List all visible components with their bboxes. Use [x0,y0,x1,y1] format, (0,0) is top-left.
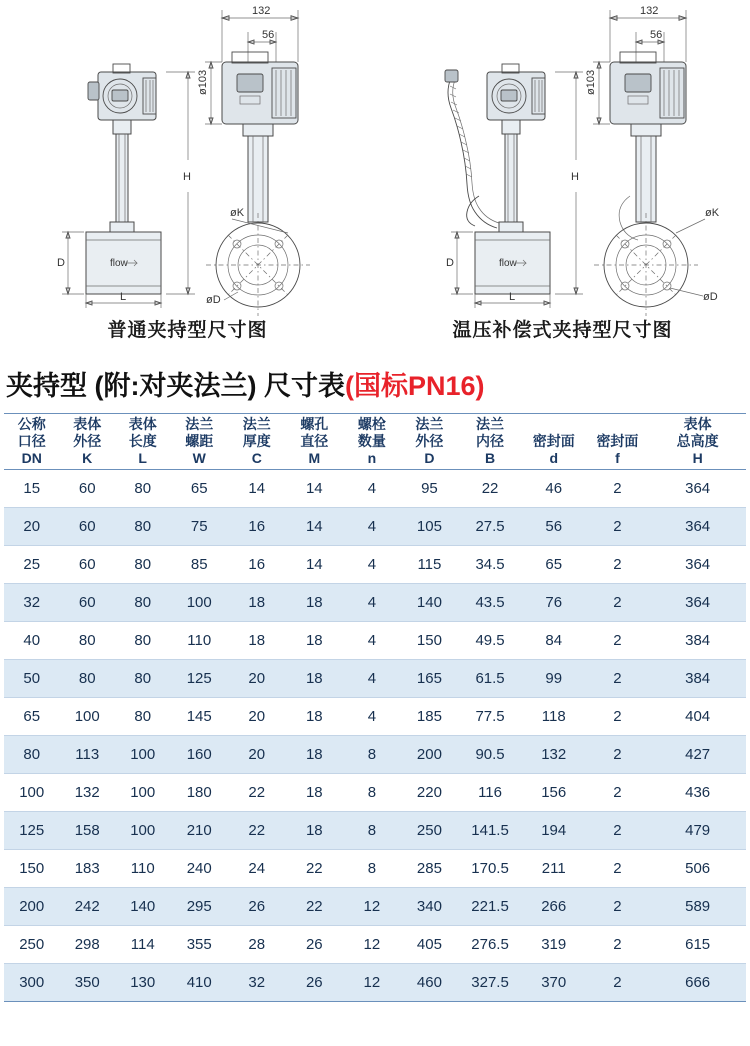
cell-3-5: 18 [286,584,344,622]
side-elevation-right [445,64,583,308]
cell-11-2: 140 [115,888,170,926]
cell-9-8: 141.5 [458,812,522,850]
cell-13-11: 666 [649,964,746,1002]
cell-1-2: 80 [115,508,170,546]
cell-10-4: 24 [228,850,286,888]
cell-7-11: 427 [649,736,746,774]
front-elevation-right [585,52,720,316]
cell-1-9: 56 [522,508,586,546]
cell-7-0: 80 [4,736,59,774]
cell-9-0: 125 [4,812,59,850]
col-header-11: 表体 总高度 H [649,414,746,470]
cell-1-1: 60 [59,508,114,546]
cell-3-4: 18 [228,584,286,622]
cell-0-5: 14 [286,470,344,508]
col-header-1: 表体 外径 K [59,414,114,470]
dim-label-top-inner-r: 56 [650,29,663,41]
cell-7-9: 132 [522,736,586,774]
cell-6-7: 185 [401,698,459,736]
cell-9-3: 210 [170,812,228,850]
cell-13-10: 2 [586,964,650,1002]
cell-2-3: 85 [170,546,228,584]
dim-label-bolt-circle-r: øK [705,207,720,219]
cell-4-9: 84 [522,622,586,660]
cell-3-8: 43.5 [458,584,522,622]
dim-label-height-r: H [571,171,579,183]
cell-6-8: 77.5 [458,698,522,736]
cell-5-6: 4 [343,660,401,698]
cell-0-6: 4 [343,470,401,508]
cell-12-5: 26 [286,926,344,964]
cell-6-10: 2 [586,698,650,736]
cell-12-1: 298 [59,926,114,964]
cell-7-10: 2 [586,736,650,774]
dim-label-body-l-r: L [509,291,516,303]
cell-10-0: 150 [4,850,59,888]
cell-1-6: 4 [343,508,401,546]
cell-2-1: 60 [59,546,114,584]
cell-9-10: 2 [586,812,650,850]
cell-9-11: 479 [649,812,746,850]
cell-0-11: 364 [649,470,746,508]
cell-3-2: 80 [115,584,170,622]
cell-9-6: 8 [343,812,401,850]
col-header-2: 表体 长度 L [115,414,170,470]
cell-0-8: 22 [458,470,522,508]
cell-13-8: 327.5 [458,964,522,1002]
cell-10-6: 8 [343,850,401,888]
cell-1-5: 14 [286,508,344,546]
dim-label-diameter-r: ø103 [585,69,597,95]
table-row [4,926,746,964]
cell-7-4: 20 [228,736,286,774]
dim-o103-left [197,62,222,124]
cell-10-2: 110 [115,850,170,888]
spec-table [4,413,746,1002]
cell-10-9: 211 [522,850,586,888]
table-row [4,774,746,812]
cell-12-3: 355 [170,926,228,964]
cell-7-3: 160 [170,736,228,774]
table-row [4,812,746,850]
cell-3-6: 4 [343,584,401,622]
cell-0-4: 14 [228,470,286,508]
cell-6-0: 65 [4,698,59,736]
cell-12-9: 319 [522,926,586,964]
cell-9-4: 22 [228,812,286,850]
cell-11-4: 26 [228,888,286,926]
table-row [4,660,746,698]
cell-11-9: 266 [522,888,586,926]
dim-label-bore: øD [206,294,221,306]
cell-0-7: 95 [401,470,459,508]
cell-13-0: 300 [4,964,59,1002]
cell-12-2: 114 [115,926,170,964]
dim-132-left [222,5,298,62]
cell-11-3: 295 [170,888,228,926]
cell-11-11: 589 [649,888,746,926]
dim-132-right [610,5,686,62]
cell-4-4: 18 [228,622,286,660]
cell-4-6: 4 [343,622,401,660]
drawing-panel-standard [0,0,375,316]
cell-1-10: 2 [586,508,650,546]
compensated-clamp-drawing [375,0,750,316]
cell-10-5: 22 [286,850,344,888]
dim-56-left [248,29,276,62]
table-row [4,888,746,926]
drawing-captions [0,316,750,360]
dim-label-body-d-r: D [446,257,454,269]
cell-7-5: 18 [286,736,344,774]
cell-12-10: 2 [586,926,650,964]
dim-o103-right [585,62,610,124]
cell-13-4: 32 [228,964,286,1002]
table-row [4,736,746,774]
title-main: 夹持型 (附:对夹法兰) 尺寸表 [6,371,345,401]
cell-4-2: 80 [115,622,170,660]
cell-0-1: 60 [59,470,114,508]
dim-label-body-l: L [120,291,127,303]
spec-table-head [4,414,746,470]
cell-11-1: 242 [59,888,114,926]
table-row [4,850,746,888]
cell-3-10: 2 [586,584,650,622]
cell-12-0: 250 [4,926,59,964]
cell-11-8: 221.5 [458,888,522,926]
cell-10-7: 285 [401,850,459,888]
cell-5-7: 165 [401,660,459,698]
cell-3-9: 76 [522,584,586,622]
cell-4-11: 384 [649,622,746,660]
cell-2-4: 16 [228,546,286,584]
cell-2-5: 14 [286,546,344,584]
cell-8-9: 156 [522,774,586,812]
dim-label-diameter: ø103 [197,69,209,95]
col-header-0: 公称 口径 DN [4,414,59,470]
cell-8-10: 2 [586,774,650,812]
cell-0-9: 46 [522,470,586,508]
cell-5-1: 80 [59,660,114,698]
table-row [4,470,746,508]
cell-4-1: 80 [59,622,114,660]
cell-6-4: 20 [228,698,286,736]
col-header-8: 法兰 内径 B [458,414,522,470]
dim-D-left [57,232,84,294]
dim-label-body-d: D [57,257,65,269]
cell-12-4: 28 [228,926,286,964]
cell-0-0: 15 [4,470,59,508]
front-elevation-left [197,52,310,316]
cell-2-11: 364 [649,546,746,584]
cell-5-9: 99 [522,660,586,698]
cell-5-3: 125 [170,660,228,698]
table-row [4,546,746,584]
cell-8-6: 8 [343,774,401,812]
cell-11-6: 12 [343,888,401,926]
cell-0-2: 80 [115,470,170,508]
dim-label-top-width-r: 132 [640,5,659,17]
cell-12-8: 276.5 [458,926,522,964]
cell-3-1: 60 [59,584,114,622]
cell-5-5: 18 [286,660,344,698]
dim-56-right [636,29,664,62]
dim-label-height: H [183,171,191,183]
cell-12-6: 12 [343,926,401,964]
cell-4-10: 2 [586,622,650,660]
cell-13-1: 350 [59,964,114,1002]
cell-10-1: 183 [59,850,114,888]
table-row [4,584,746,622]
cell-1-0: 20 [4,508,59,546]
cell-7-2: 100 [115,736,170,774]
cell-2-9: 65 [522,546,586,584]
cell-10-3: 240 [170,850,228,888]
cell-3-7: 140 [401,584,459,622]
cell-9-5: 18 [286,812,344,850]
cell-13-3: 410 [170,964,228,1002]
svg-text:flow: flow [110,258,128,269]
cell-5-4: 20 [228,660,286,698]
cell-0-10: 2 [586,470,650,508]
cell-13-9: 370 [522,964,586,1002]
col-header-9: 密封面 d [522,414,586,470]
cell-13-5: 26 [286,964,344,1002]
cell-13-2: 130 [115,964,170,1002]
cell-4-7: 150 [401,622,459,660]
col-header-3: 法兰 螺距 W [170,414,228,470]
cell-11-10: 2 [586,888,650,926]
cell-5-10: 2 [586,660,650,698]
table-row [4,508,746,546]
table-row [4,964,746,1002]
cell-10-10: 2 [586,850,650,888]
table-row [4,622,746,660]
dimension-drawings [0,0,750,316]
cell-9-2: 100 [115,812,170,850]
cell-5-11: 384 [649,660,746,698]
cell-8-2: 100 [115,774,170,812]
dim-label-top-inner: 56 [262,29,275,41]
cell-5-8: 61.5 [458,660,522,698]
cell-2-2: 80 [115,546,170,584]
cell-3-3: 100 [170,584,228,622]
cell-2-7: 115 [401,546,459,584]
header-row [4,414,746,470]
cell-9-9: 194 [522,812,586,850]
cell-9-1: 158 [59,812,114,850]
cell-4-0: 40 [4,622,59,660]
col-header-10: 密封面 f [586,414,650,470]
cell-2-6: 4 [343,546,401,584]
cell-5-0: 50 [4,660,59,698]
cell-6-1: 100 [59,698,114,736]
cell-6-6: 4 [343,698,401,736]
cell-2-0: 25 [4,546,59,584]
cell-10-8: 170.5 [458,850,522,888]
cell-8-3: 180 [170,774,228,812]
table-row [4,698,746,736]
cell-8-5: 18 [286,774,344,812]
cell-7-8: 90.5 [458,736,522,774]
dim-H-right [555,72,583,294]
cell-2-10: 2 [586,546,650,584]
dim-H-left [166,72,195,294]
cell-7-1: 113 [59,736,114,774]
side-elevation-left [57,64,195,308]
cell-11-5: 22 [286,888,344,926]
cell-4-3: 110 [170,622,228,660]
title-accent: (国标PN16) [344,371,485,401]
cell-6-5: 18 [286,698,344,736]
dim-label-bolt-circle: øK [230,207,245,219]
cell-3-11: 364 [649,584,746,622]
cell-6-9: 118 [522,698,586,736]
cell-1-7: 105 [401,508,459,546]
cell-5-2: 80 [115,660,170,698]
cell-1-4: 16 [228,508,286,546]
cell-1-3: 75 [170,508,228,546]
cell-0-3: 65 [170,470,228,508]
svg-text:flow: flow [499,258,517,269]
cell-11-7: 340 [401,888,459,926]
cell-2-8: 34.5 [458,546,522,584]
cell-4-8: 49.5 [458,622,522,660]
col-header-5: 螺孔 直径 M [286,414,344,470]
caption-compensated: 温压补偿式夹持型尺寸图 [452,320,673,341]
standard-clamp-drawing [0,0,375,316]
cell-12-7: 405 [401,926,459,964]
cell-6-2: 80 [115,698,170,736]
cell-13-7: 460 [401,964,459,1002]
dim-label-bore-r: øD [703,291,718,303]
cell-10-11: 506 [649,850,746,888]
drawing-panel-compensated [375,0,750,316]
page-title [0,360,750,413]
spec-table-body [4,470,746,1002]
dim-ok-right [676,207,720,233]
cell-8-0: 100 [4,774,59,812]
cell-6-3: 145 [170,698,228,736]
dim-od-right [670,288,718,303]
dim-D-right [446,232,473,294]
cell-3-0: 32 [4,584,59,622]
col-header-7: 法兰 外径 D [401,414,459,470]
cell-8-7: 220 [401,774,459,812]
cell-1-11: 364 [649,508,746,546]
cell-4-5: 18 [286,622,344,660]
cell-8-1: 132 [59,774,114,812]
col-header-4: 法兰 厚度 C [228,414,286,470]
cell-6-11: 404 [649,698,746,736]
col-header-6: 螺栓 数量 n [343,414,401,470]
dim-label-top-width: 132 [252,5,271,17]
cell-11-0: 200 [4,888,59,926]
cell-8-11: 436 [649,774,746,812]
cell-9-7: 250 [401,812,459,850]
caption-standard: 普通夹持型尺寸图 [107,320,268,341]
cell-12-11: 615 [649,926,746,964]
cell-1-8: 27.5 [458,508,522,546]
cell-8-8: 116 [458,774,522,812]
cell-8-4: 22 [228,774,286,812]
cell-7-7: 200 [401,736,459,774]
cell-13-6: 12 [343,964,401,1002]
cell-7-6: 8 [343,736,401,774]
